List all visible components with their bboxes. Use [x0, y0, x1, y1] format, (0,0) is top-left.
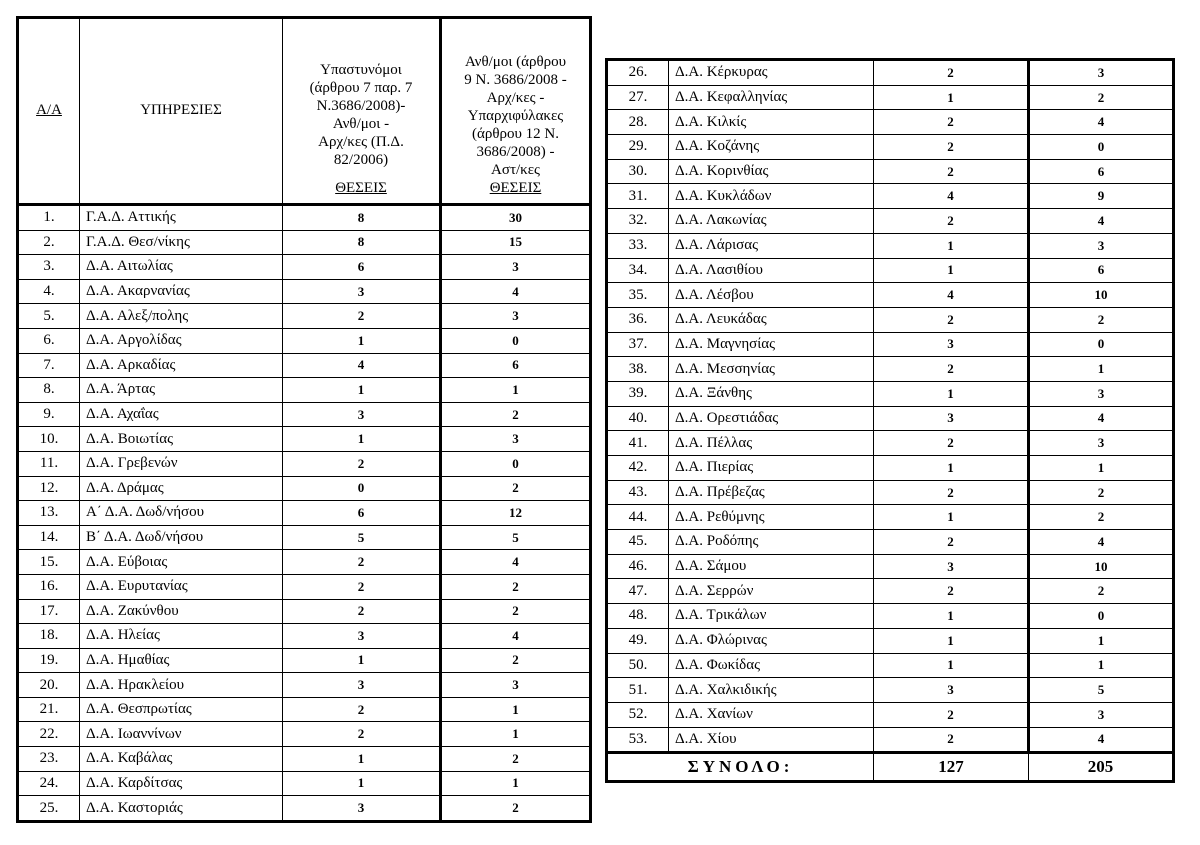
- row-number: 20.: [18, 673, 80, 698]
- value-column-2: 3: [1029, 60, 1174, 86]
- row-number: 11.: [18, 451, 80, 476]
- value-column-2: 1: [441, 722, 591, 747]
- table-row: [18, 230, 591, 255]
- row-number: 24.: [18, 771, 80, 796]
- service-name: Δ.Α. Φωκίδας: [669, 653, 874, 678]
- table-row: [607, 628, 1174, 653]
- header-line: 9 Ν. 3686/2008 -: [464, 72, 567, 88]
- value-column-1: 1: [874, 456, 1029, 481]
- table-row: [18, 304, 591, 329]
- value-column-2: 4: [441, 279, 591, 304]
- table-row: [18, 205, 591, 231]
- service-name: Δ.Α. Χαλκιδικής: [669, 678, 874, 703]
- value-column-2: 5: [441, 525, 591, 550]
- service-name: Δ.Α. Λάρισας: [669, 233, 874, 258]
- service-name: Δ.Α. Ημαθίας: [80, 648, 283, 673]
- value-column-2: 3: [441, 673, 591, 698]
- value-column-1: 1: [874, 505, 1029, 530]
- table-row: [18, 771, 591, 796]
- row-number: 46.: [607, 554, 669, 579]
- row-number: 1.: [18, 205, 80, 231]
- value-column-1: 2: [874, 110, 1029, 135]
- value-column-1: 3: [283, 796, 441, 822]
- table-row: [607, 110, 1174, 135]
- service-name: Δ.Α. Άρτας: [80, 378, 283, 403]
- header-column-1-lines: [285, 61, 437, 169]
- service-name: Δ.Α. Φλώρινας: [669, 628, 874, 653]
- value-column-1: 1: [283, 747, 441, 772]
- row-number: 53.: [607, 727, 669, 753]
- row-number: 19.: [18, 648, 80, 673]
- value-column-2: 2: [1029, 480, 1174, 505]
- service-name: Δ.Α. Σάμου: [669, 554, 874, 579]
- value-column-1: 2: [874, 135, 1029, 160]
- row-number: 15.: [18, 550, 80, 575]
- table-row: [607, 381, 1174, 406]
- service-name: Δ.Α. Αλεξ/πολης: [80, 304, 283, 329]
- positions-table-left: [16, 16, 592, 823]
- table-row: [18, 328, 591, 353]
- service-name: Δ.Α. Ρεθύμνης: [669, 505, 874, 530]
- value-column-2: 1: [441, 378, 591, 403]
- service-name: Δ.Α. Κιλκίς: [669, 110, 874, 135]
- header-column-1-subtitle: ΘΕΣΕΙΣ: [335, 180, 387, 196]
- table-row: [18, 747, 591, 772]
- value-column-1: 2: [874, 727, 1029, 753]
- value-column-2: 2: [441, 599, 591, 624]
- value-column-2: 1: [441, 771, 591, 796]
- service-name: Α΄ Δ.Α. Δωδ/νήσου: [80, 501, 283, 526]
- value-column-1: 1: [283, 378, 441, 403]
- value-column-2: 2: [441, 476, 591, 501]
- value-column-2: 0: [1029, 332, 1174, 357]
- value-column-1: 1: [283, 328, 441, 353]
- row-number: 22.: [18, 722, 80, 747]
- row-number: 30.: [607, 159, 669, 184]
- header-line: Ανθ/μοι -: [332, 116, 390, 132]
- row-number: 29.: [607, 135, 669, 160]
- value-column-2: 1: [441, 697, 591, 722]
- value-column-1: 2: [283, 451, 441, 476]
- value-column-2: 2: [441, 747, 591, 772]
- row-number: 39.: [607, 381, 669, 406]
- row-number: 43.: [607, 480, 669, 505]
- table-row: [18, 279, 591, 304]
- service-name: Δ.Α. Ηρακλείου: [80, 673, 283, 698]
- table-row: [18, 673, 591, 698]
- header-line: 82/2006): [333, 152, 389, 168]
- service-name: Δ.Α. Μαγνησίας: [669, 332, 874, 357]
- header-services: ΥΠΗΡΕΣΙΕΣ: [80, 18, 283, 205]
- header-column-2-subtitle: ΘΕΣΕΙΣ: [489, 180, 542, 196]
- table-row: [607, 184, 1174, 209]
- table-row: [607, 530, 1174, 555]
- row-number: 5.: [18, 304, 80, 329]
- value-column-2: 10: [1029, 283, 1174, 308]
- value-column-2: 3: [1029, 233, 1174, 258]
- header-line: Αρχ/κες -: [486, 90, 545, 106]
- row-number: 35.: [607, 283, 669, 308]
- value-column-2: 2: [1029, 85, 1174, 110]
- service-name: Δ.Α. Ορεστιάδας: [669, 406, 874, 431]
- value-column-1: 2: [874, 307, 1029, 332]
- table-row: [607, 357, 1174, 382]
- service-name: Δ.Α. Λασιθίου: [669, 258, 874, 283]
- row-number: 28.: [607, 110, 669, 135]
- value-column-2: 1: [1029, 653, 1174, 678]
- row-number: 14.: [18, 525, 80, 550]
- table-row: [607, 702, 1174, 727]
- service-name: Δ.Α. Καστοριάς: [80, 796, 283, 822]
- row-number: 44.: [607, 505, 669, 530]
- service-name: Δ.Α. Κοζάνης: [669, 135, 874, 160]
- value-column-2: 12: [441, 501, 591, 526]
- value-column-1: 1: [874, 604, 1029, 629]
- table-row: [607, 727, 1174, 753]
- value-column-1: 6: [283, 255, 441, 280]
- table-row: [18, 796, 591, 822]
- header-line: Ν.3686/2008)-: [316, 98, 406, 114]
- service-name: Δ.Α. Ηλείας: [80, 624, 283, 649]
- table-row: [607, 653, 1174, 678]
- value-column-1: 4: [874, 184, 1029, 209]
- value-column-1: 3: [283, 673, 441, 698]
- table-row: [18, 353, 591, 378]
- value-column-1: 1: [283, 427, 441, 452]
- value-column-1: 3: [874, 554, 1029, 579]
- header-line: Υπαρχιφύλακες: [467, 108, 564, 124]
- row-number: 4.: [18, 279, 80, 304]
- value-column-2: 1: [1029, 357, 1174, 382]
- total-column-2: 205: [1029, 753, 1174, 782]
- service-name: Δ.Α. Ευρυτανίας: [80, 574, 283, 599]
- row-number: 36.: [607, 307, 669, 332]
- value-column-1: 1: [874, 233, 1029, 258]
- service-name: Δ.Α. Λευκάδας: [669, 307, 874, 332]
- value-column-1: 2: [283, 697, 441, 722]
- value-column-1: 4: [283, 353, 441, 378]
- service-name: Δ.Α. Ιωαννίνων: [80, 722, 283, 747]
- header-line: (άρθρου 7 παρ. 7: [309, 80, 413, 96]
- row-number: 27.: [607, 85, 669, 110]
- service-name: Δ.Α. Πρέβεζας: [669, 480, 874, 505]
- table-row: [607, 60, 1174, 86]
- service-name: Β΄ Δ.Α. Δωδ/νήσου: [80, 525, 283, 550]
- service-name: Δ.Α. Κεφαλληνίας: [669, 85, 874, 110]
- value-column-1: 2: [874, 579, 1029, 604]
- value-column-2: 3: [1029, 381, 1174, 406]
- service-name: Δ.Α. Αργολίδας: [80, 328, 283, 353]
- table-row: [607, 678, 1174, 703]
- value-column-2: 6: [441, 353, 591, 378]
- table-row: [607, 554, 1174, 579]
- service-name: Δ.Α. Χίου: [669, 727, 874, 753]
- value-column-2: 3: [441, 255, 591, 280]
- value-column-2: 4: [441, 550, 591, 575]
- value-column-2: 3: [1029, 431, 1174, 456]
- row-number: 2.: [18, 230, 80, 255]
- row-number: 21.: [18, 697, 80, 722]
- value-column-2: 0: [441, 328, 591, 353]
- row-number: 10.: [18, 427, 80, 452]
- table-row: [18, 501, 591, 526]
- service-name: Δ.Α. Αχαΐας: [80, 402, 283, 427]
- value-column-2: 10: [1029, 554, 1174, 579]
- table-row: [607, 332, 1174, 357]
- row-number: 26.: [607, 60, 669, 86]
- value-column-2: 2: [1029, 307, 1174, 332]
- service-name: Δ.Α. Αιτωλίας: [80, 255, 283, 280]
- table-row: [18, 624, 591, 649]
- value-column-2: 3: [441, 427, 591, 452]
- table-row: [18, 722, 591, 747]
- value-column-1: 2: [874, 60, 1029, 86]
- row-number: 16.: [18, 574, 80, 599]
- service-name: Δ.Α. Πέλλας: [669, 431, 874, 456]
- table-row: [18, 648, 591, 673]
- table-row: [607, 135, 1174, 160]
- value-column-2: 6: [1029, 159, 1174, 184]
- positions-table-right: [605, 58, 1175, 783]
- row-number: 8.: [18, 378, 80, 403]
- value-column-1: 2: [283, 550, 441, 575]
- table-row: [607, 579, 1174, 604]
- value-column-2: 0: [1029, 604, 1174, 629]
- row-number: 50.: [607, 653, 669, 678]
- header-line: 3686/2008) -: [476, 144, 555, 160]
- service-name: Δ.Α. Πιερίας: [669, 456, 874, 481]
- table-row: [607, 209, 1174, 234]
- row-number: 13.: [18, 501, 80, 526]
- value-column-1: 2: [874, 480, 1029, 505]
- header-serial-number: Α/Α: [18, 18, 80, 205]
- value-column-1: 2: [283, 599, 441, 624]
- table-row: [18, 378, 591, 403]
- table-row: [18, 255, 591, 280]
- value-column-1: 2: [283, 574, 441, 599]
- table-row: [607, 85, 1174, 110]
- service-name: Δ.Α. Μεσσηνίας: [669, 357, 874, 382]
- total-column-1: 127: [874, 753, 1029, 782]
- service-name: Δ.Α. Ακαρνανίας: [80, 279, 283, 304]
- header-line: (άρθρου 12 Ν.: [471, 126, 560, 142]
- value-column-2: 3: [441, 304, 591, 329]
- table-row: [607, 307, 1174, 332]
- value-column-1: 4: [874, 283, 1029, 308]
- header-line: Αστ/κες: [491, 162, 540, 178]
- table-row: [607, 159, 1174, 184]
- value-column-1: 8: [283, 230, 441, 255]
- value-column-2: 4: [1029, 530, 1174, 555]
- value-column-1: 2: [283, 304, 441, 329]
- service-name: Δ.Α. Καρδίτσας: [80, 771, 283, 796]
- row-number: 32.: [607, 209, 669, 234]
- row-number: 33.: [607, 233, 669, 258]
- header-column-2: [441, 18, 591, 205]
- service-name: Δ.Α. Βοιωτίας: [80, 427, 283, 452]
- row-number: 9.: [18, 402, 80, 427]
- table-row: [18, 427, 591, 452]
- value-column-2: 2: [441, 796, 591, 822]
- header-line: Αρχ/κες (Π.Δ.: [318, 134, 404, 150]
- value-column-1: 1: [874, 85, 1029, 110]
- table-row: [18, 697, 591, 722]
- value-column-1: 2: [874, 159, 1029, 184]
- value-column-1: 2: [283, 722, 441, 747]
- service-name: Δ.Α. Θεσπρωτίας: [80, 697, 283, 722]
- value-column-1: 3: [283, 624, 441, 649]
- value-column-2: 3: [1029, 702, 1174, 727]
- value-column-1: 3: [874, 332, 1029, 357]
- table-row: [18, 402, 591, 427]
- value-column-2: 4: [441, 624, 591, 649]
- value-column-1: 8: [283, 205, 441, 231]
- row-number: 17.: [18, 599, 80, 624]
- value-column-1: 1: [874, 653, 1029, 678]
- value-column-2: 30: [441, 205, 591, 231]
- value-column-1: 3: [283, 279, 441, 304]
- value-column-2: 4: [1029, 209, 1174, 234]
- service-name: Δ.Α. Σερρών: [669, 579, 874, 604]
- value-column-2: 0: [1029, 135, 1174, 160]
- service-name: Γ.Α.Δ. Αττικής: [80, 205, 283, 231]
- value-column-2: 2: [1029, 579, 1174, 604]
- header-line: Ανθ/μοι (άρθρου: [464, 54, 567, 70]
- table-row: [607, 505, 1174, 530]
- table-row: [607, 456, 1174, 481]
- table-row: [18, 550, 591, 575]
- service-name: Δ.Α. Κέρκυρας: [669, 60, 874, 86]
- table-row: [607, 406, 1174, 431]
- row-number: 38.: [607, 357, 669, 382]
- header-column-2-lines: [444, 53, 587, 179]
- service-name: Δ.Α. Ξάνθης: [669, 381, 874, 406]
- row-number: 7.: [18, 353, 80, 378]
- value-column-1: 3: [874, 678, 1029, 703]
- row-number: 23.: [18, 747, 80, 772]
- header-column-1: [283, 18, 441, 205]
- value-column-1: 2: [874, 431, 1029, 456]
- value-column-2: 2: [441, 648, 591, 673]
- service-name: Δ.Α. Λακωνίας: [669, 209, 874, 234]
- table-row: [18, 525, 591, 550]
- value-column-1: 1: [874, 381, 1029, 406]
- value-column-2: 0: [441, 451, 591, 476]
- value-column-1: 1: [283, 648, 441, 673]
- value-column-2: 15: [441, 230, 591, 255]
- service-name: Γ.Α.Δ. Θεσ/νίκης: [80, 230, 283, 255]
- value-column-2: 1: [1029, 456, 1174, 481]
- table-row: [607, 480, 1174, 505]
- service-name: Δ.Α. Αρκαδίας: [80, 353, 283, 378]
- value-column-2: 5: [1029, 678, 1174, 703]
- value-column-2: 2: [1029, 505, 1174, 530]
- header-line: Υπαστυνόμοι: [320, 62, 402, 78]
- table-row: [607, 431, 1174, 456]
- totals-label: ΣΥΝΟΛΟ:: [607, 753, 874, 782]
- service-name: Δ.Α. Ροδόπης: [669, 530, 874, 555]
- row-number: 18.: [18, 624, 80, 649]
- service-name: Δ.Α. Κορινθίας: [669, 159, 874, 184]
- value-column-2: 6: [1029, 258, 1174, 283]
- value-column-2: 9: [1029, 184, 1174, 209]
- value-column-2: 4: [1029, 406, 1174, 431]
- row-number: 31.: [607, 184, 669, 209]
- row-number: 47.: [607, 579, 669, 604]
- table-row: [18, 476, 591, 501]
- service-name: Δ.Α. Κυκλάδων: [669, 184, 874, 209]
- value-column-2: 1: [1029, 628, 1174, 653]
- value-column-1: 0: [283, 476, 441, 501]
- value-column-1: 1: [874, 628, 1029, 653]
- value-column-1: 2: [874, 530, 1029, 555]
- table-row: [607, 283, 1174, 308]
- value-column-1: 3: [283, 402, 441, 427]
- row-number: 48.: [607, 604, 669, 629]
- value-column-1: 2: [874, 357, 1029, 382]
- table-row: [18, 451, 591, 476]
- value-column-1: 1: [283, 771, 441, 796]
- service-name: Δ.Α. Δράμας: [80, 476, 283, 501]
- service-name: Δ.Α. Εύβοιας: [80, 550, 283, 575]
- row-number: 41.: [607, 431, 669, 456]
- value-column-2: 4: [1029, 727, 1174, 753]
- value-column-1: 1: [874, 258, 1029, 283]
- row-number: 34.: [607, 258, 669, 283]
- row-number: 3.: [18, 255, 80, 280]
- table-row: [18, 599, 591, 624]
- value-column-1: 2: [874, 209, 1029, 234]
- service-name: Δ.Α. Τρικάλων: [669, 604, 874, 629]
- value-column-1: 3: [874, 406, 1029, 431]
- value-column-2: 2: [441, 574, 591, 599]
- row-number: 45.: [607, 530, 669, 555]
- row-number: 37.: [607, 332, 669, 357]
- row-number: 52.: [607, 702, 669, 727]
- service-name: Δ.Α. Λέσβου: [669, 283, 874, 308]
- row-number: 40.: [607, 406, 669, 431]
- value-column-2: 2: [441, 402, 591, 427]
- value-column-1: 5: [283, 525, 441, 550]
- service-name: Δ.Α. Χανίων: [669, 702, 874, 727]
- table-row: [607, 233, 1174, 258]
- table-row: [607, 604, 1174, 629]
- service-name: Δ.Α. Καβάλας: [80, 747, 283, 772]
- row-number: 6.: [18, 328, 80, 353]
- value-column-2: 4: [1029, 110, 1174, 135]
- table-row: [18, 574, 591, 599]
- table-row: [607, 258, 1174, 283]
- value-column-1: 6: [283, 501, 441, 526]
- service-name: Δ.Α. Γρεβενών: [80, 451, 283, 476]
- row-number: 12.: [18, 476, 80, 501]
- service-name: Δ.Α. Ζακύνθου: [80, 599, 283, 624]
- row-number: 42.: [607, 456, 669, 481]
- totals-row: [607, 753, 1174, 782]
- row-number: 25.: [18, 796, 80, 822]
- value-column-1: 2: [874, 702, 1029, 727]
- row-number: 51.: [607, 678, 669, 703]
- row-number: 49.: [607, 628, 669, 653]
